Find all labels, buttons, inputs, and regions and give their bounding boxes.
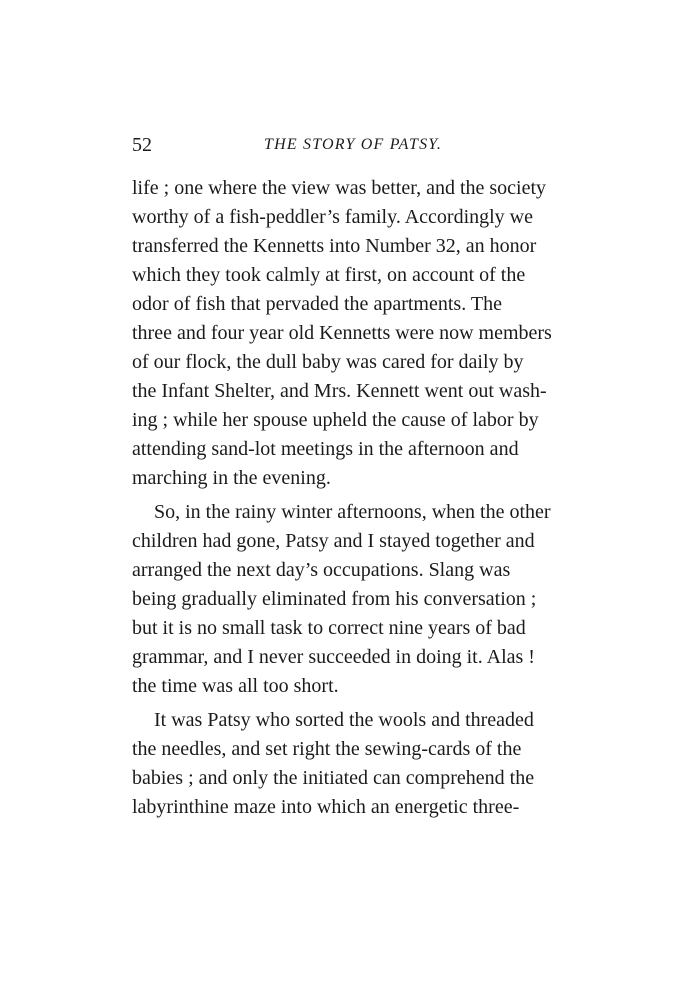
text-line: the Infant Shelter, and Mrs. Kennett went out wash- bbox=[132, 380, 547, 402]
text-line: which they took calmly at first, on account of the bbox=[132, 264, 526, 286]
paragraph bbox=[132, 706, 535, 822]
text-line: the time was all too short. bbox=[132, 675, 339, 697]
text-line: babies ; and only the initiated can comprehend the bbox=[132, 767, 535, 789]
text-line: marching in the evening. bbox=[132, 467, 331, 489]
text-line: of our flock, the dull baby was cared for daily by bbox=[132, 351, 524, 373]
text-line: transferred the Kennetts into Number 32, an honor bbox=[132, 235, 537, 257]
text-line: three and four year old Kennetts were now members bbox=[132, 322, 552, 344]
text-line: So, in the rainy winter afternoons, when the other bbox=[154, 501, 551, 523]
running-title: THE STORY OF PATSY. bbox=[264, 136, 443, 153]
text-line: labyrinthine maze into which an energetic three- bbox=[132, 796, 520, 818]
text-line: arranged the next day’s occupations. Slang was bbox=[132, 559, 511, 581]
text-line: attending sand-lot meetings in the afternoon and bbox=[132, 438, 519, 460]
body-text bbox=[132, 174, 552, 822]
text-line: It was Patsy who sorted the wools and threaded bbox=[154, 709, 534, 731]
paragraph bbox=[132, 174, 552, 493]
paragraph bbox=[132, 498, 551, 701]
text-line: life ; one where the view was better, and the society bbox=[132, 177, 547, 199]
text-line: the needles, and set right the sewing-cards of the bbox=[132, 738, 522, 760]
page-header bbox=[132, 132, 502, 158]
text-line: children had gone, Patsy and I stayed together and bbox=[132, 530, 535, 552]
text-line: ing ; while her spouse upheld the cause of labor by bbox=[132, 409, 539, 431]
text-line: worthy of a fish-peddler’s family. Accordingly we bbox=[132, 206, 534, 228]
page-number: 52 bbox=[132, 134, 152, 156]
text-line: odor of fish that pervaded the apartments. The bbox=[132, 293, 502, 315]
text-line: grammar, and I never succeeded in doing it. Alas ! bbox=[132, 646, 535, 668]
text-line: but it is no small task to correct nine years of bad bbox=[132, 617, 526, 639]
text-line: being gradually eliminated from his conversation ; bbox=[132, 588, 537, 610]
